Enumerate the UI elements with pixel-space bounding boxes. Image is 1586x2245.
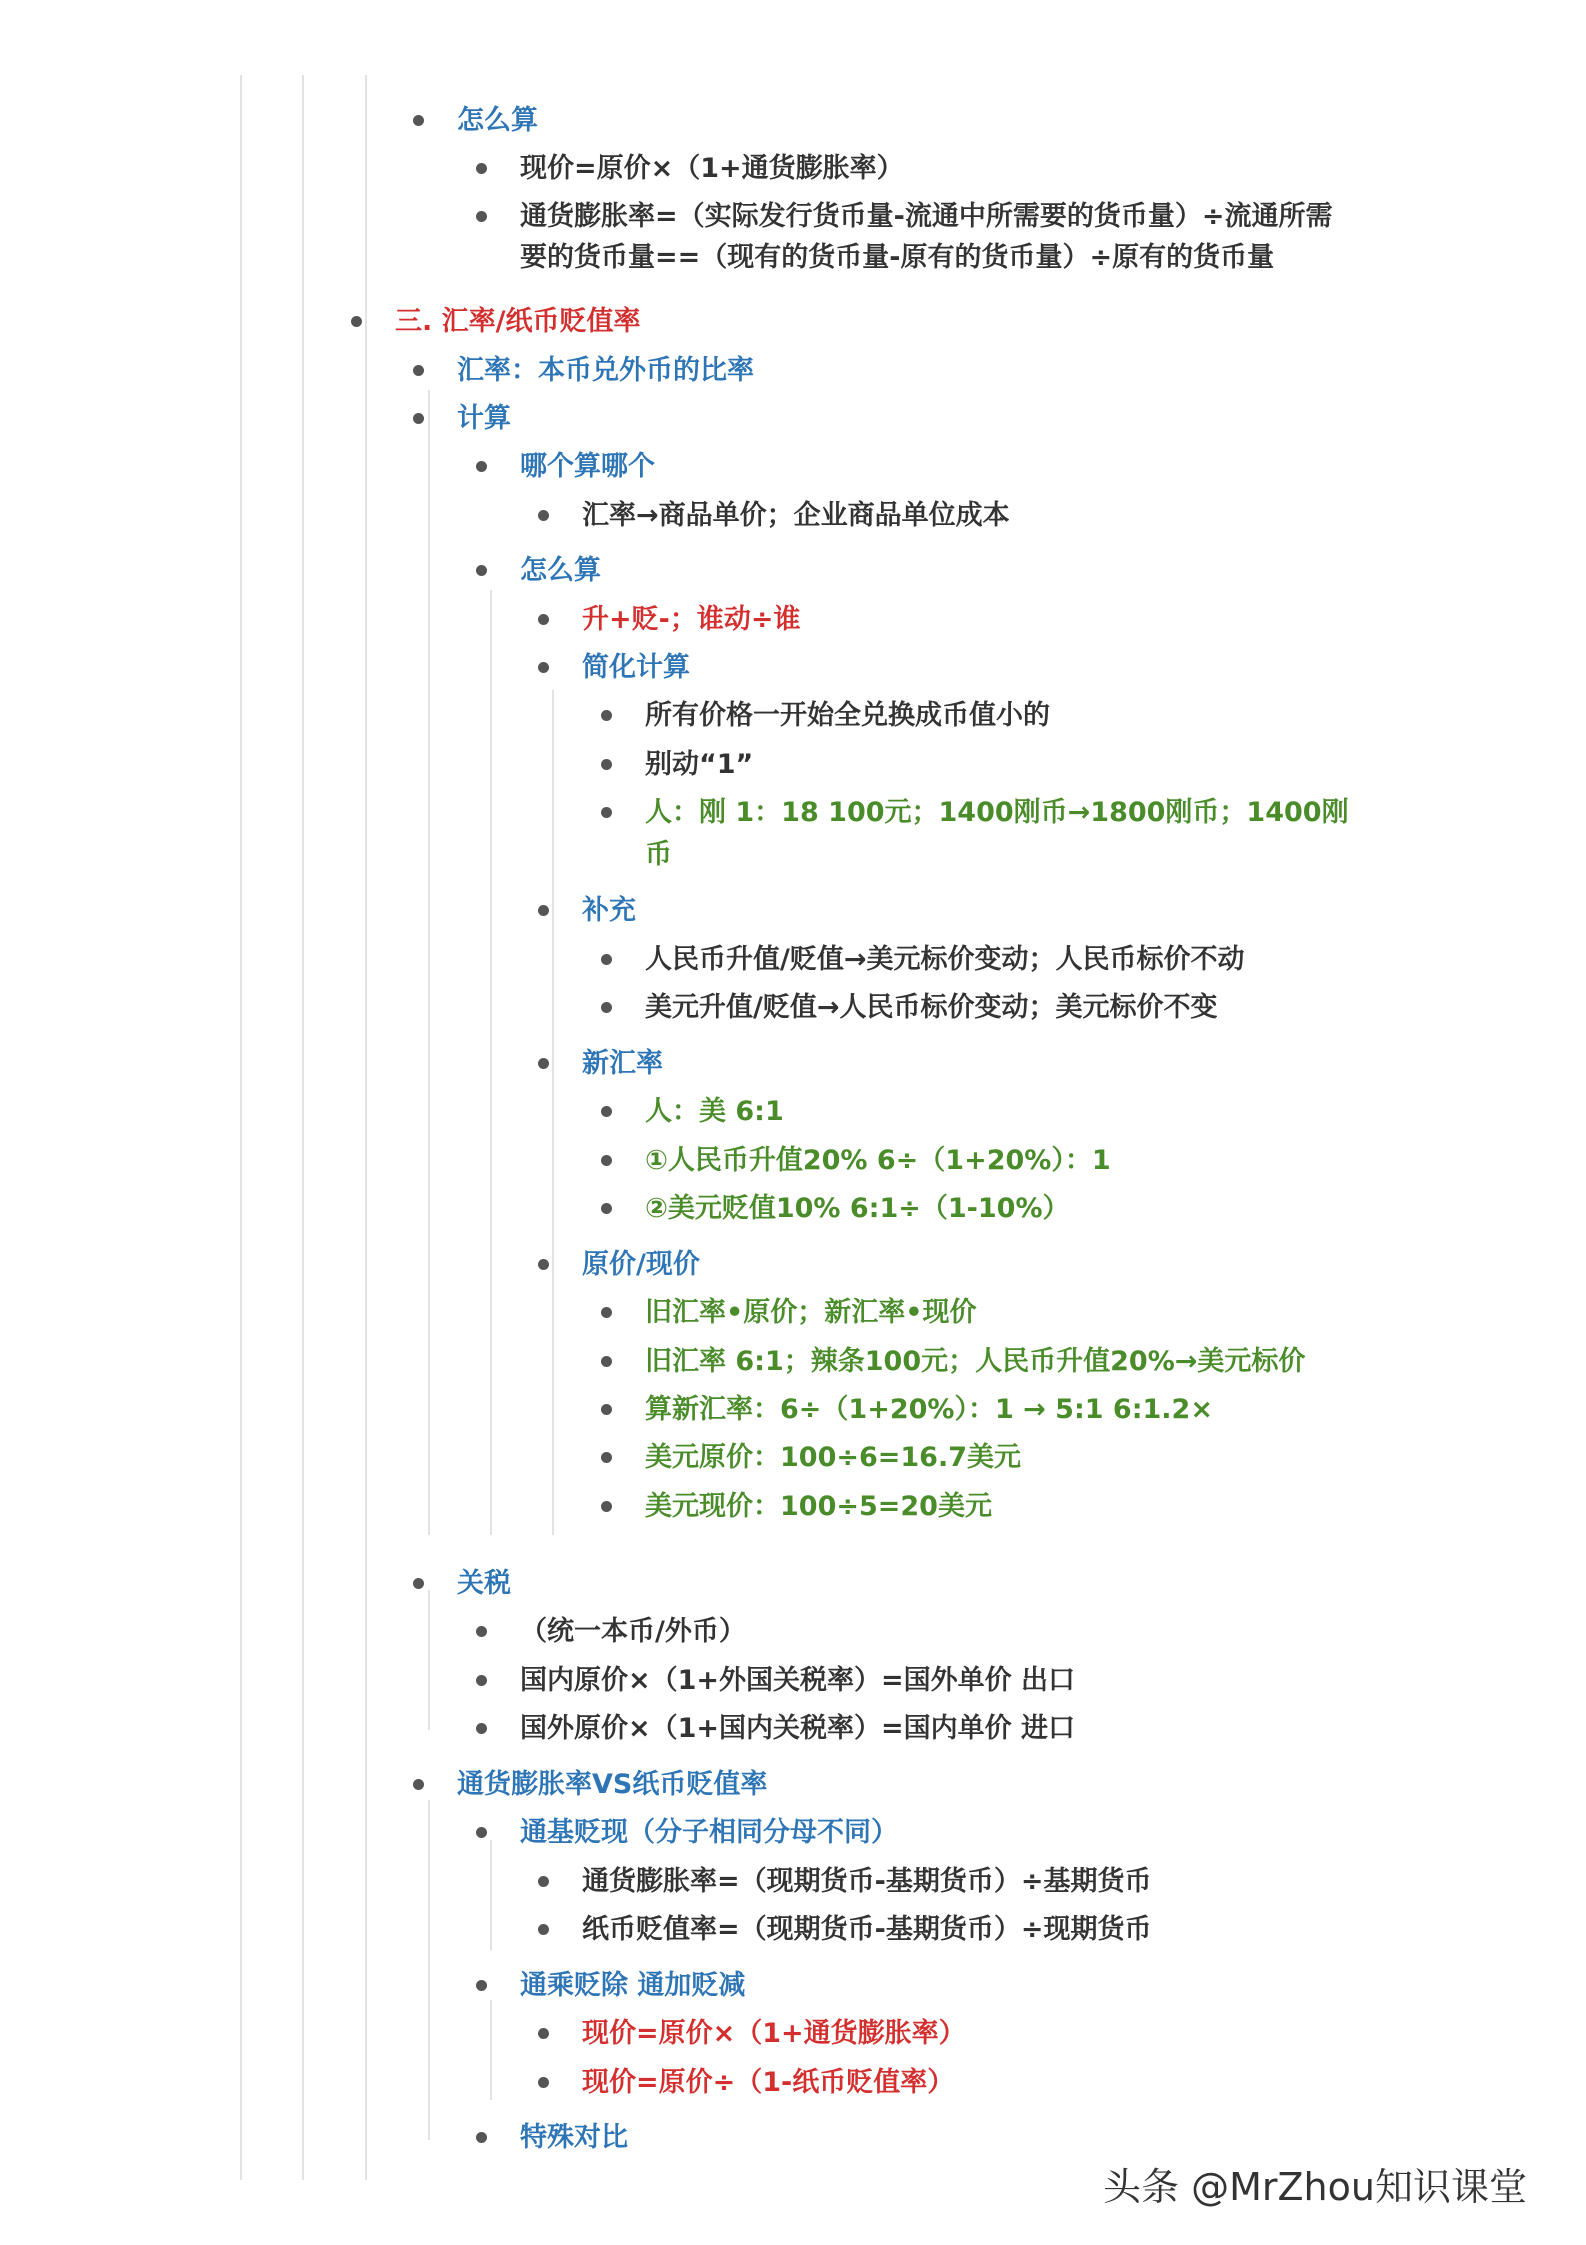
node-label: 币 (645, 839, 672, 870)
outline-node (457, 1765, 767, 1805)
node-label: ②美元贬值10% 6:1÷（1-10%） (645, 1193, 1070, 1224)
outline-node (520, 551, 601, 591)
node-label: （统一本币/外币） (520, 1616, 746, 1647)
node-label: 人：美 6:1 (645, 1096, 784, 1127)
node-label: 人：刚 1：18 100元；1400刚币→1800刚币；1400刚 (645, 797, 1349, 828)
bullet-icon (601, 1404, 612, 1415)
bullet-icon (476, 565, 487, 576)
node-label: 国外原价×（1+国内关税率）=国内单价 进口 (520, 1713, 1076, 1744)
outline-node (582, 1044, 663, 1084)
outline-node (457, 101, 538, 141)
bullet-icon (538, 1924, 549, 1935)
bullet-icon (538, 1058, 549, 1069)
node-label: 三. 汇率/纸币贬值率 (395, 306, 641, 337)
bullet-icon (476, 211, 487, 222)
node-label: 要的货币量==（现有的货币量-原有的货币量）÷原有的货币量 (520, 242, 1275, 273)
node-label: 通乘贬除 通加贬减 (520, 1970, 746, 2001)
bullet-icon (476, 1827, 487, 1838)
outline-node (645, 1390, 1213, 1430)
bullet-icon (601, 1307, 612, 1318)
node-label: 怎么算 (520, 555, 601, 586)
bullet-icon (538, 510, 549, 521)
outline-node (645, 696, 1050, 736)
bullet-icon (601, 710, 612, 721)
outline-node (457, 1564, 511, 1604)
node-label: 现价=原价×（1+通货膨胀率） (582, 2018, 966, 2049)
outline-node (582, 2014, 966, 2054)
bullet-icon (538, 1259, 549, 1270)
indent-guide (240, 75, 242, 2180)
outline-node (520, 197, 1332, 237)
bullet-icon (351, 316, 362, 327)
outline-node (582, 1245, 700, 1285)
outline-node (582, 496, 1010, 536)
bullet-icon (601, 1356, 612, 1367)
bullet-icon (476, 1675, 487, 1686)
outline-node-continuation (645, 835, 672, 875)
node-label: 美元现价：100÷5=20美元 (645, 1491, 992, 1522)
node-label: 所有价格一开始全兑换成币值小的 (645, 700, 1050, 731)
node-label: 哪个算哪个 (520, 451, 655, 482)
bullet-icon (601, 1155, 612, 1166)
bullet-icon (538, 2077, 549, 2088)
bullet-icon (476, 1980, 487, 1991)
node-label: 旧汇率•原价；新汇率•现价 (645, 1297, 977, 1328)
node-label: 美元升值/贬值→人民币标价变动；美元标价不变 (645, 992, 1218, 1023)
node-label: 怎么算 (457, 105, 538, 136)
node-label: 通货膨胀率=（现期货币-基期货币）÷基期货币 (582, 1866, 1152, 1897)
bullet-icon (601, 759, 612, 770)
bullet-icon (601, 1203, 612, 1214)
outline-node (645, 1189, 1070, 1229)
outline-node (582, 600, 800, 640)
bullet-icon (476, 2132, 487, 2143)
indent-guide (490, 590, 492, 1535)
outline-node (645, 745, 753, 785)
node-label: 别动“1” (645, 749, 754, 780)
indent-guide (490, 2000, 492, 2100)
node-label: 补充 (582, 895, 636, 926)
bullet-icon (601, 807, 612, 818)
node-label: 旧汇率 6:1；辣条100元；人民币升值20%→美元标价 (645, 1346, 1306, 1377)
node-label: 国内原价×（1+外国关税率）=国外单价 出口 (520, 1665, 1076, 1696)
outline-node (520, 1966, 745, 2006)
outline-node (582, 1862, 1151, 1902)
node-label: 简化计算 (582, 652, 690, 683)
outline-node (645, 793, 1349, 833)
outline-node (457, 351, 754, 391)
indent-guide (302, 75, 304, 2180)
outline-node (520, 1661, 1075, 1701)
outline-node (457, 399, 511, 439)
outline-node-continuation (520, 238, 1274, 278)
outline-node (520, 1612, 746, 1652)
bullet-icon (413, 115, 424, 126)
node-label: 汇率→商品单价；企业商品单位成本 (582, 500, 1010, 531)
outline-node (520, 1709, 1075, 1749)
node-label: 美元原价：100÷6=16.7美元 (645, 1442, 1022, 1473)
bullet-icon (413, 1779, 424, 1790)
bullet-icon (601, 1002, 612, 1013)
bullet-icon (413, 1578, 424, 1589)
indent-guide (365, 75, 367, 2180)
node-label: 新汇率 (582, 1048, 663, 1079)
outline-node (645, 940, 1244, 980)
outline-node (520, 1813, 898, 1853)
bullet-icon (538, 662, 549, 673)
bullet-icon (601, 1106, 612, 1117)
outline-node (645, 1487, 992, 1527)
indent-guide (552, 690, 554, 1535)
outline-node (582, 2063, 954, 2103)
indent-guide (490, 1840, 492, 1950)
node-label: 计算 (457, 403, 511, 434)
indent-guide (428, 1800, 430, 2140)
node-label: 通基贬现（分子相同分母不同） (520, 1817, 898, 1848)
outline-node (645, 988, 1217, 1028)
bullet-icon (538, 2028, 549, 2039)
node-label: 通货膨胀率VS纸币贬值率 (457, 1769, 768, 1800)
node-label: 通货膨胀率=（实际发行货币量-流通中所需要的货币量）÷流通所需 (520, 201, 1333, 232)
node-label: 纸币贬值率=（现期货币-基期货币）÷现期货币 (582, 1914, 1152, 1945)
bullet-icon (538, 614, 549, 625)
bullet-icon (476, 163, 487, 174)
bullet-icon (413, 413, 424, 424)
watermark: 头条 @MrZhou知识课堂 (1103, 2165, 1527, 2209)
indent-guide (428, 390, 430, 1535)
outline-node (645, 1141, 1111, 1181)
bullet-icon (538, 905, 549, 916)
outline-node (520, 447, 655, 487)
outline-node (582, 891, 636, 931)
bullet-icon (601, 1501, 612, 1512)
outline-node (520, 2118, 628, 2158)
outline-node (645, 1342, 1305, 1382)
bullet-icon (601, 954, 612, 965)
node-label: 算新汇率：6÷（1+20%）：1 → 5:1 6:1.2× (645, 1394, 1213, 1425)
node-label: 特殊对比 (520, 2122, 628, 2153)
node-label: 关税 (457, 1568, 511, 1599)
outline-node (645, 1092, 784, 1132)
bullet-icon (476, 1626, 487, 1637)
node-label: ①人民币升值20% 6÷（1+20%）：1 (645, 1145, 1111, 1176)
bullet-icon (413, 365, 424, 376)
outline-node (645, 1293, 977, 1333)
node-label: 人民币升值/贬值→美元标价变动；人民币标价不动 (645, 944, 1245, 975)
bullet-icon (476, 461, 487, 472)
node-label: 升+贬-；谁动÷谁 (582, 604, 801, 635)
bullet-icon (476, 1723, 487, 1734)
indent-guide (428, 1590, 430, 1730)
node-label: 现价=原价÷（1-纸币贬值率） (582, 2067, 955, 2098)
bullet-icon (601, 1452, 612, 1463)
node-label: 现价=原价×（1+通货膨胀率） (520, 153, 904, 184)
outline-node (520, 149, 904, 189)
bullet-icon (538, 1876, 549, 1887)
node-label: 原价/现价 (582, 1249, 700, 1280)
outline-node (582, 648, 690, 688)
section-heading (395, 302, 641, 342)
outline-node (582, 1910, 1151, 1950)
outline-node (645, 1438, 1021, 1478)
node-label: 汇率：本币兑外币的比率 (457, 355, 754, 386)
